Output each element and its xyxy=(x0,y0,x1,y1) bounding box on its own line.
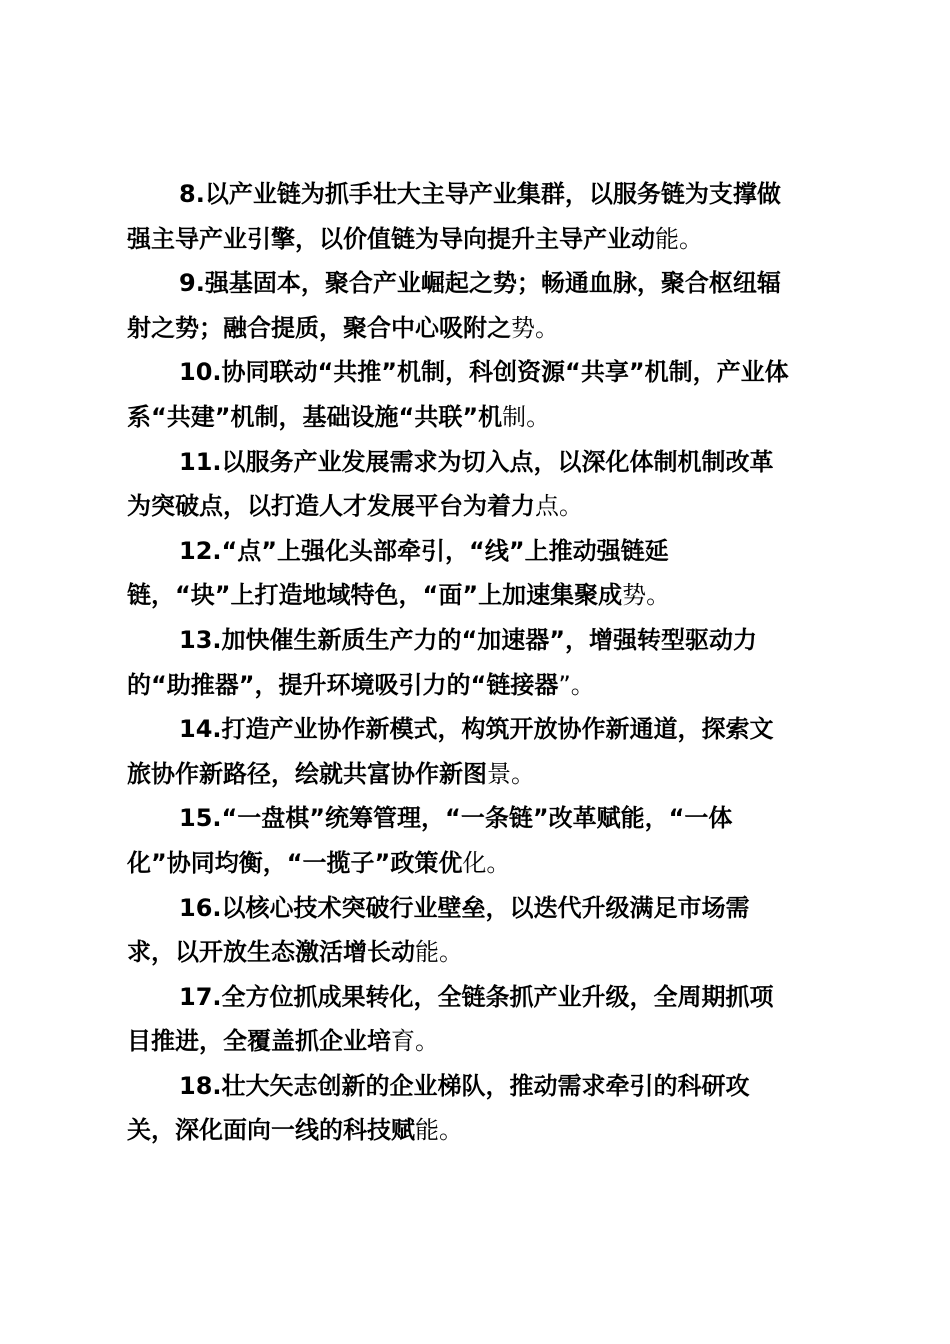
item-line: 18.壮大矢志创新的企业梯队，推动需求牵引的科研攻 xyxy=(179,1071,750,1100)
item-tail: 势。 xyxy=(511,313,559,342)
item-text: 的“助推器”，提升环境吸引力的“链接器 xyxy=(127,670,559,699)
item-line: 10.协同联动“共推”机制，科创资源“共享”机制，产业体 xyxy=(179,358,789,387)
item-line xyxy=(127,663,827,708)
list-item xyxy=(127,707,827,796)
list-item xyxy=(127,440,827,529)
item-line xyxy=(127,395,827,440)
item-text: 化”协同均衡，“一揽子”政策优 xyxy=(127,848,463,877)
numbered-list xyxy=(127,172,827,1153)
item-line xyxy=(127,217,827,262)
item-text: 求，以开放生态激活增长动 xyxy=(127,938,415,967)
item-line xyxy=(127,841,827,886)
item-line: 15.“一盘棋”统筹管理，“一条链”改革赋能，“一体 xyxy=(179,804,733,833)
item-tail: 点。 xyxy=(535,492,583,521)
list-item xyxy=(127,975,827,1064)
item-tail: 制。 xyxy=(502,402,551,431)
item-tail: 景。 xyxy=(487,759,535,788)
item-line xyxy=(127,306,827,351)
item-tail: 能。 xyxy=(655,224,703,253)
item-line xyxy=(127,1108,827,1153)
item-line: 12.“点”上强化头部牵引，“线”上推动强链延 xyxy=(179,536,669,565)
item-tail: 化。 xyxy=(462,848,511,877)
item-line: 17.全方位抓成果转化，全链条抓产业升级，全周期抓项 xyxy=(179,982,774,1011)
item-line xyxy=(127,573,827,618)
item-tail: 能。 xyxy=(415,1116,463,1145)
item-line xyxy=(127,752,827,797)
item-line: 16.以核心技术突破行业壁垒，以迭代升级满足市场需 xyxy=(179,893,750,922)
list-item xyxy=(127,261,827,350)
item-tail: 能。 xyxy=(415,938,463,967)
list-item xyxy=(127,886,827,975)
item-line: 8.以产业链为抓手壮大主导产业集群，以服务链为支撑做 xyxy=(179,180,781,208)
list-item xyxy=(127,618,827,707)
item-text: 系“共建”机制，基础设施“共联”机 xyxy=(127,402,503,431)
item-line: 9.强基固本，聚合产业崛起之势；畅通血脉，聚合枢纽辐 xyxy=(179,269,781,298)
list-item xyxy=(127,172,827,261)
item-text: 为突破点，以打造人才发展平台为着力 xyxy=(127,492,535,521)
item-text: 目推进，全覆盖抓企业培 xyxy=(127,1027,391,1056)
list-item xyxy=(127,350,827,439)
item-line: 14.打造产业协作新模式，构筑开放协作新通道，探索文 xyxy=(179,715,774,744)
item-line xyxy=(127,930,827,975)
item-text: 关，深化面向一线的科技赋 xyxy=(127,1116,415,1145)
item-text: 链，“块”上打造地域特色，“面”上加速集聚成 xyxy=(127,581,623,610)
item-line xyxy=(127,484,827,529)
list-item xyxy=(127,529,827,618)
item-line: 13.加快催生新质生产力的“加速器”，增强转型驱动力 xyxy=(179,625,758,654)
list-item xyxy=(127,796,827,885)
item-line: 11.以服务产业发展需求为切入点，以深化体制机制改革 xyxy=(179,447,774,476)
item-text: 射之势；融合提质，聚合中心吸附之 xyxy=(127,313,511,342)
list-item xyxy=(127,1064,827,1153)
item-tail: 育。 xyxy=(391,1027,439,1056)
item-line xyxy=(127,1019,827,1064)
item-text: 强主导产业引擎，以价值链为导向提升主导产业动 xyxy=(127,224,655,253)
item-tail: 势。 xyxy=(622,581,671,610)
item-tail: ”。 xyxy=(558,670,595,699)
item-text: 旅协作新路径，绘就共富协作新图 xyxy=(127,759,487,788)
